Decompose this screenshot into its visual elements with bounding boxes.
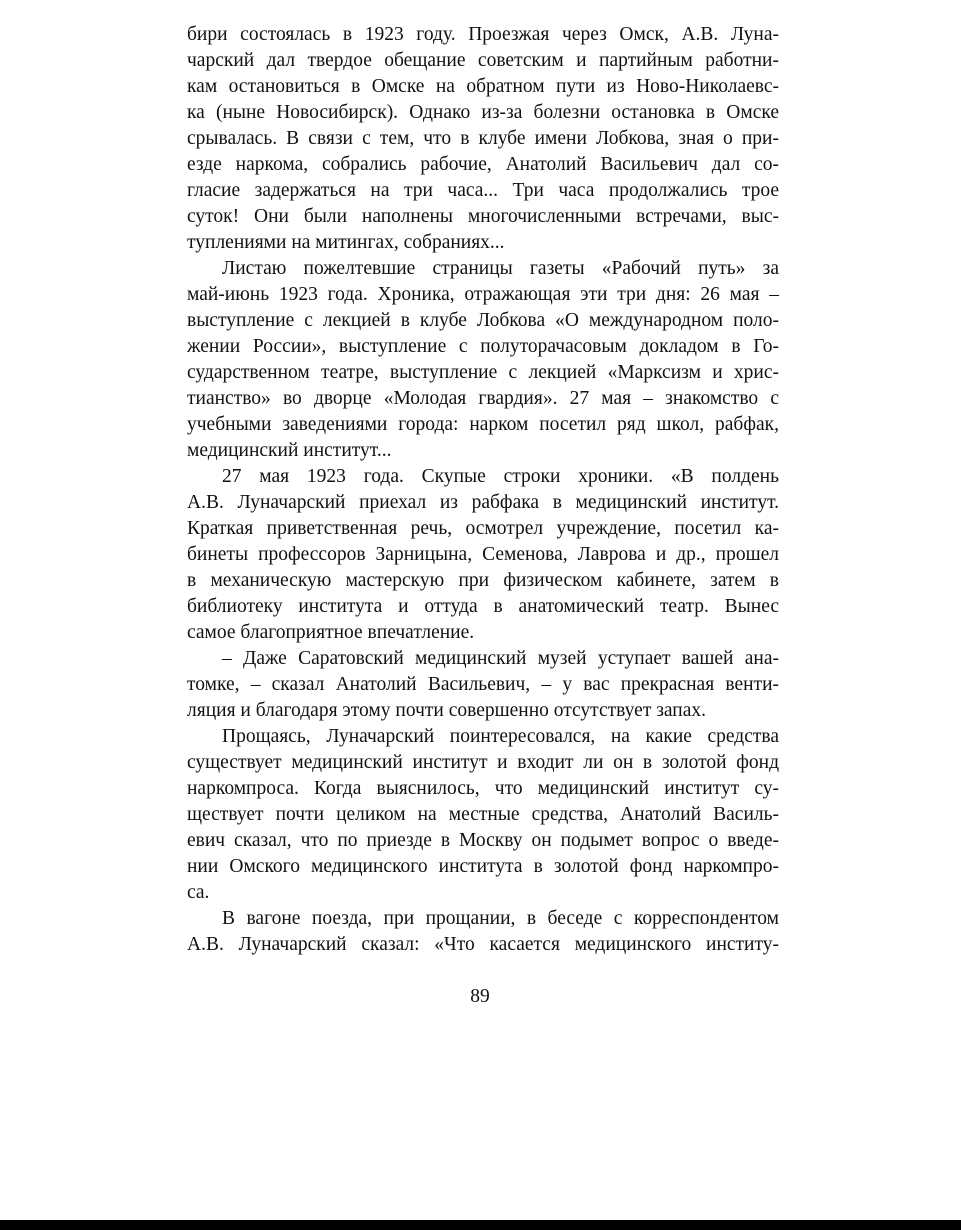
text-line: жении России», выступление с полуторачасовым докладом в Го- — [187, 336, 779, 357]
text-line: учебными заведениями города: нарком посетил ряд школ, рабфак, — [187, 414, 779, 435]
text-line: библиотеку института и оттуда в анатомический театр. Вынес — [187, 596, 779, 617]
text-line: гласие задержаться на три часа... Три часа продолжались трое — [187, 180, 779, 201]
text-line: медицинский институт... — [187, 440, 392, 461]
text-line: евич сказал, что по приезде в Москву он подымет вопрос о введе- — [187, 830, 779, 851]
text-line: бири состоялась в 1923 году. Проезжая через Омск, А.В. Луна- — [187, 24, 779, 45]
text-line: выступление с лекцией в клубе Лобкова «О международном поло- — [187, 310, 779, 331]
text-line: А.В. Луначарский приехал из рабфака в медицинский институт. — [187, 492, 779, 513]
text-line: нии Омского медицинского института в золотой фонд наркомпро- — [187, 856, 779, 877]
text-line: самое благоприятное впечатление. — [187, 622, 475, 643]
text-line: в механическую мастерскую при физическом кабинете, затем в — [187, 570, 779, 591]
text-line: томке, – сказал Анатолий Васильевич, – у вас прекрасная венти- — [187, 674, 779, 695]
paragraph-first-line: – Даже Саратовский медицинский музей уступает вашей ана- — [222, 648, 779, 669]
paragraph-first-line: 27 мая 1923 года. Скупые строки хроники. «В полдень — [222, 466, 779, 487]
text-line: май-июнь 1923 года. Хроника, отражающая эти три дня: 26 мая – — [187, 284, 779, 305]
text-line: А.В. Луначарский сказал: «Что касается медицинского институ- — [187, 934, 779, 955]
scan-bottom-border — [0, 1220, 961, 1230]
text-line: существует медицинский институт и входит ли он в золотой фонд — [187, 752, 779, 773]
paragraph-first-line: Прощаясь, Луначарский поинтересовался, на какие средства — [222, 726, 779, 747]
text-line: бинеты профессоров Зарницына, Семенова, Лаврова и др., прошел — [187, 544, 779, 565]
text-line: са. — [187, 882, 210, 903]
text-line: чарский дал твердое обещание советским и партийным работни- — [187, 50, 779, 71]
paragraph-first-line: Листаю пожелтевшие страницы газеты «Рабочий путь» за — [222, 258, 779, 279]
text-line: наркомпроса. Когда выяснилось, что медицинский институт су- — [187, 778, 779, 799]
text-line: срывалась. В связи с тем, что в клубе имени Лобкова, зная о при- — [187, 128, 779, 149]
text-line: тианство» во дворце «Молодая гвардия». 27 мая – знакомство с — [187, 388, 779, 409]
text-line: туплениями на митингах, собраниях... — [187, 232, 505, 253]
text-line: кам остановиться в Омске на обратном пути из Ново-Николаевс- — [187, 76, 779, 97]
text-line: ка (ныне Новосибирск). Однако из-за болезни остановка в Омске — [187, 102, 779, 123]
text-line: Краткая приветственная речь, осмотрел учреждение, посетил ка- — [187, 518, 779, 539]
text-line: суток! Они были наполнены многочисленными встречами, выс- — [187, 206, 779, 227]
page-number: 89 — [470, 986, 490, 1007]
text-line: ществует почти целиком на местные средства, Анатолий Василь- — [187, 804, 779, 825]
text-line: езде наркома, собрались рабочие, Анатолий Васильевич дал со- — [187, 154, 779, 175]
text-line: ляция и благодаря этому почти совершенно отсутствует запах. — [187, 700, 707, 721]
text-line: сударственном театре, выступление с лекцией «Марксизм и хрис- — [187, 362, 779, 383]
paragraph-first-line: В вагоне поезда, при прощании, в беседе с корреспондентом — [222, 908, 779, 929]
